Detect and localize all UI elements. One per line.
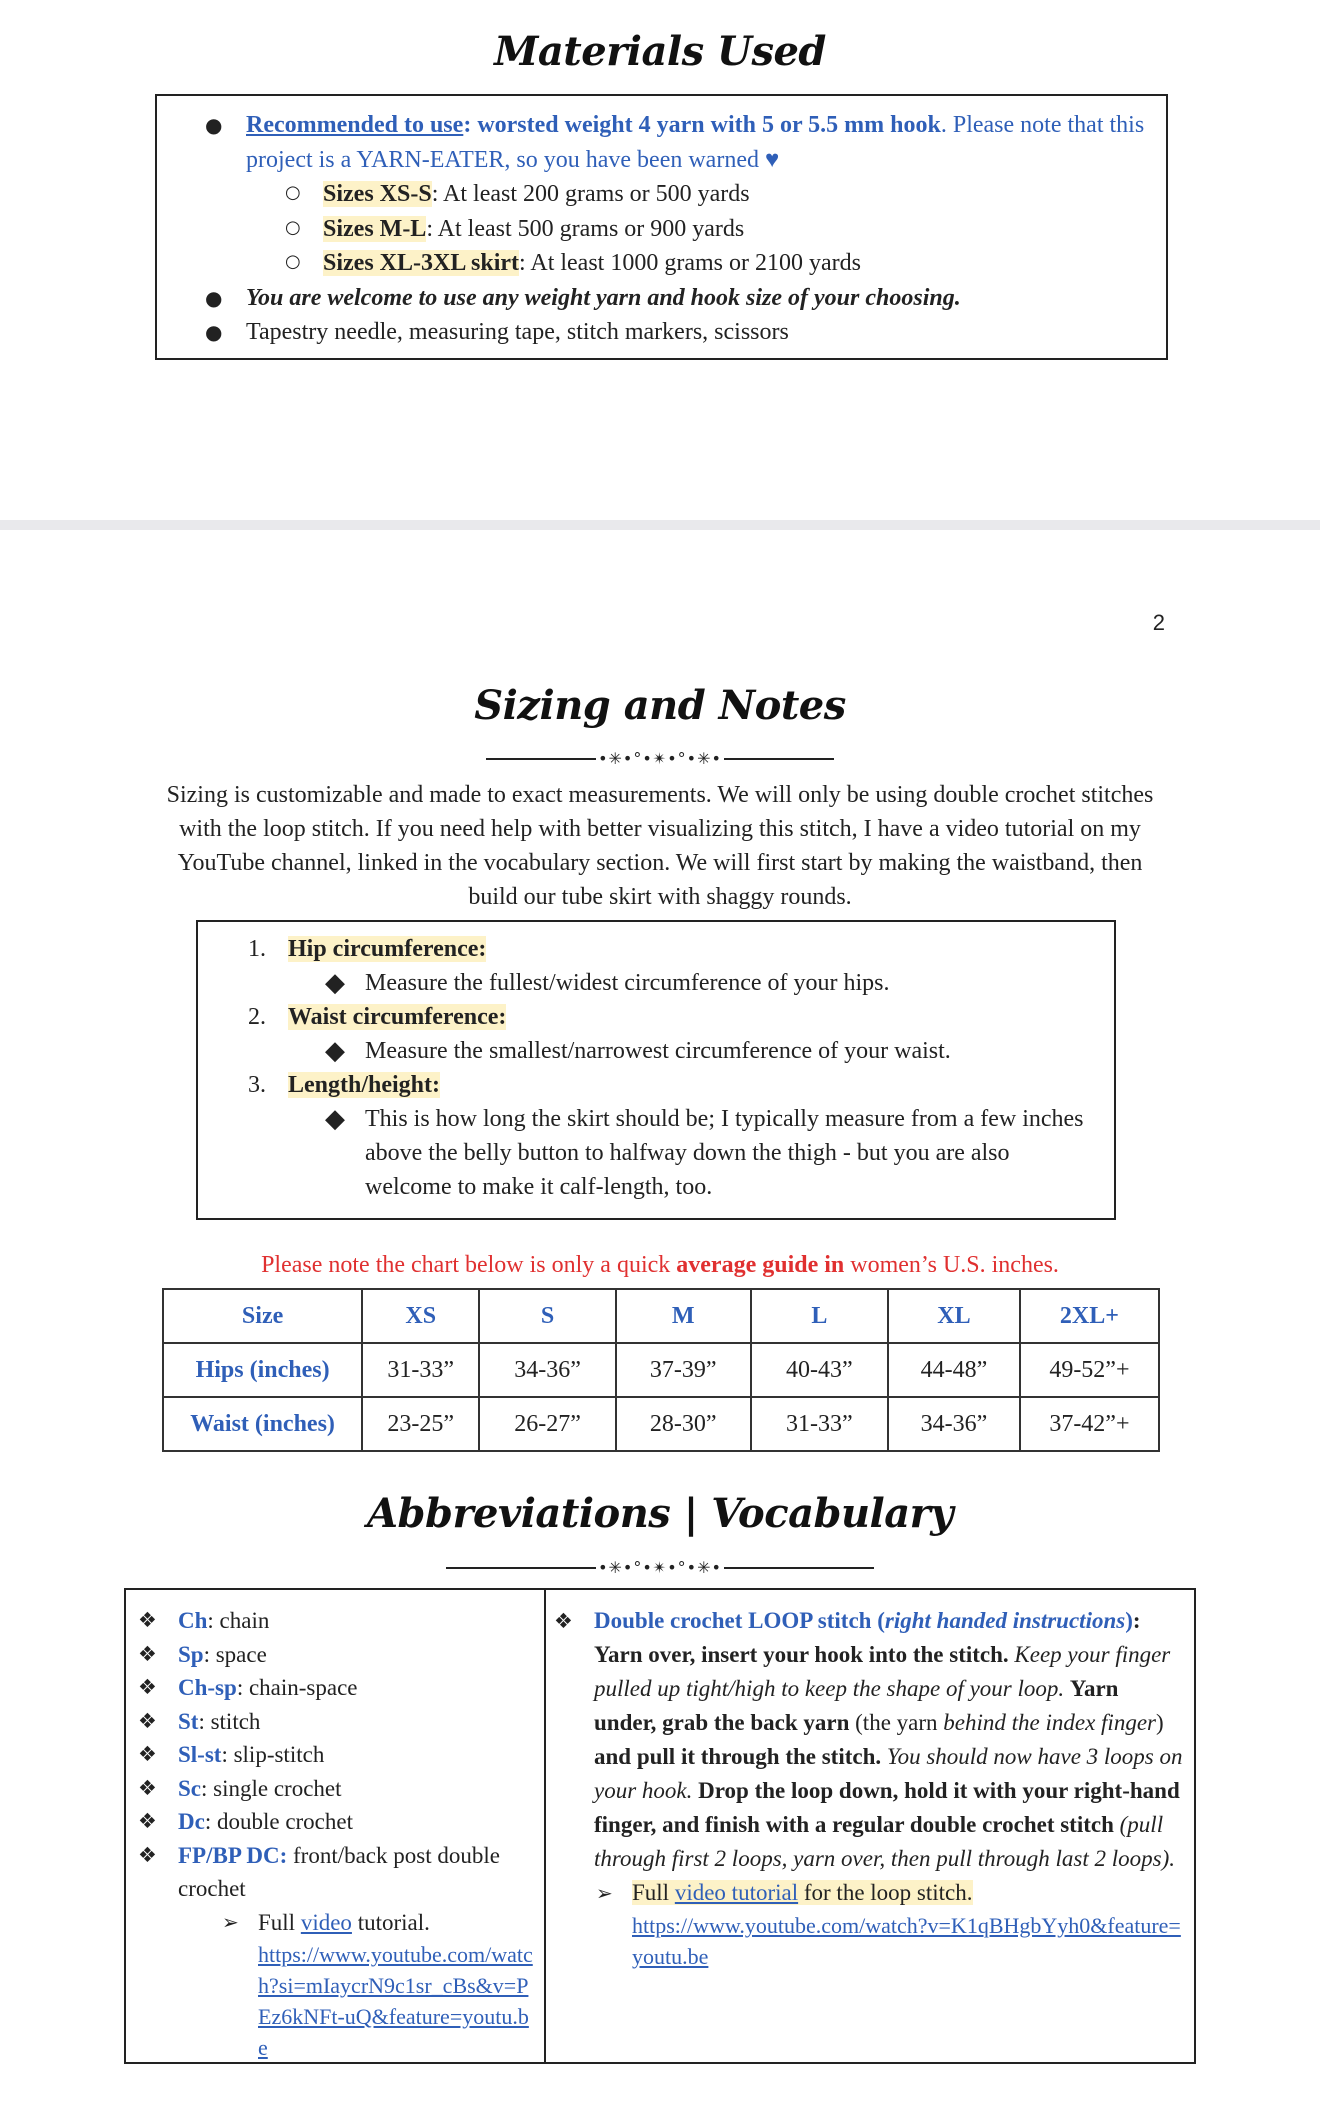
table-cell: 26-27” [479, 1397, 616, 1451]
table-cell: 34-36” [888, 1397, 1020, 1451]
table-row [163, 1397, 1159, 1451]
fpbp-video-link[interactable]: video [300, 1909, 352, 1935]
abbreviation-item: ❖ Ch: chain [138, 1604, 538, 1638]
diamond-icon: ◆ [325, 968, 345, 998]
recommend-note: . Please note that this project is a YARN-EATER, so you have been warned ♥ [246, 112, 1145, 173]
materials-box [155, 94, 1168, 360]
measurement-instruction: ◆ Measure the smallest/narrowest circumference of your waist. [325, 1036, 951, 1066]
abbreviation-item: ❖ Sl-st: slip-stitch [138, 1738, 538, 1772]
loop-video-item: ➢ Full video tutorial for the loop stitch. https://www.youtube.com/watch?v=K1qBHgbYyh0&feature=youtu.be [554, 1876, 1184, 1972]
recommend-label: Recommended to use [246, 112, 464, 138]
list-item-tools: ● Tapestry needle, measuring tape, stitch markers, scissors [157, 315, 1146, 350]
diamond-bullet-icon: ❖ [138, 1675, 157, 1699]
fpbp-video-item: ➢ Full video tutorial. https://www.youtube.com/watch?si=mIaycrN9c1sr_cBs&v=PEz6kNFt-uQ&feature=youtu.be [138, 1906, 538, 2064]
measurement-instruction: ◆ Measure the fullest/widest circumference of your hips. [325, 968, 890, 998]
list-item-any-weight: ● You are welcome to use any weight yarn and hook size of your choosing. [157, 281, 1146, 316]
loop-instruction-text: Keep your finger pulled up tight/high to keep the shape of your loop. [594, 1642, 1171, 1701]
arrow-icon: ➢ [222, 1909, 239, 1934]
table-header-cell: XS [362, 1289, 479, 1343]
loop-instruction-text: and pull it through the stitch. [594, 1744, 887, 1769]
ornament-divider: •✳•°•✴•°•✳• [0, 1557, 1320, 1577]
circle-bullet-icon: ○ [285, 216, 301, 238]
table-header-cell: 2XL+ [1020, 1289, 1159, 1343]
diamond-bullet-icon: ❖ [554, 1609, 573, 1633]
sizing-intro: Sizing is customizable and made to exact measurements. We will only be using double crochet stitches with the loop stitch. If you need help with better visualizing this stitch, I have a video tutorial on my YouTube channel, linked in the vocabulary section. We will first start by making the waistband, then build our tube skirt with shaggy rounds. [166, 782, 1154, 910]
diamond-icon: ◆ [325, 1104, 345, 1134]
diamond-bullet-icon: ❖ [138, 1742, 157, 1766]
loop-instruction-text: You should now have 3 loops on your hook. [594, 1744, 1183, 1803]
size-requirement-item: ○ Sizes M-L: At least 500 grams or 900 yards [157, 212, 1146, 247]
loop-instruction-text: Yarn under, grab the back yarn [594, 1676, 1119, 1735]
bullet-icon: ● [205, 285, 223, 310]
loop-instruction-text: Drop the loop down, hold it with your right-hand finger, and finish with a regular double crochet stitch [594, 1778, 1180, 1837]
page-number: 2 [1152, 610, 1165, 635]
table-cell: 28-30” [616, 1397, 751, 1451]
loop-stitch-section: ❖ Double crochet LOOP stitch (right handed instructions): Yarn over, insert your hook into the stitch. Keep your finger pulled up tight/high to keep the shape of your loop. Yarn under, grab the back yarn (the yarn behind the index finger) and pull it through the stitch. You should now have 3 loops on your hook. Drop the loop down, hold it with your right-hand finger, and finish with a regular double crochet stitch (pull through first 2 loops, yarn over, then pull through last 2 loops). ➢ Full video tutorial for the loop stitch. https://www.youtube.com/watch?v=K1qBHgbYyh0&feature=youtu.be [554, 1604, 1184, 1972]
abbreviation-item: ❖ Sc: single crochet [138, 1772, 538, 1806]
loop-instruction-text: ) [1155, 1710, 1164, 1735]
size-requirement-item: ○ Sizes XS-S: At least 200 grams or 500 yards [157, 177, 1146, 212]
chart-note: Please note the chart below is only a quick average guide in women’s U.S. inches. [261, 1252, 1059, 1278]
circle-bullet-icon: ○ [285, 182, 301, 203]
table-cell: 37-42”+ [1020, 1397, 1159, 1451]
materials-title: Materials Used [494, 28, 826, 75]
table-header-cell: Size [163, 1289, 362, 1343]
loop-url-link[interactable]: https://www.youtube.com/watch?v=K1qBHgbYyh0&feature=youtu.be [632, 1913, 1181, 1969]
table-cell: 31-33” [362, 1343, 479, 1397]
measurement-item: 1. Hip circumference: [248, 936, 487, 962]
table-cell: Hips (inches) [163, 1343, 362, 1397]
measurement-item: 3. Length/height: [248, 1072, 441, 1098]
loop-instruction-text: : Yarn over, insert your hook into the stitch. [594, 1608, 1141, 1667]
page-separator [0, 520, 1320, 530]
diamond-icon: ◆ [325, 1036, 345, 1066]
circle-bullet-icon: ○ [285, 251, 301, 272]
table-header-row [163, 1289, 1159, 1343]
loop-video-link[interactable]: video tutorial [674, 1880, 799, 1905]
diamond-bullet-icon: ❖ [138, 1809, 157, 1833]
table-cell: 34-36” [479, 1343, 616, 1397]
table-cell: Waist (inches) [163, 1397, 362, 1451]
page-materials [0, 0, 1320, 520]
abbreviation-item: ❖ St: stitch [138, 1705, 538, 1739]
list-item-recommended: ● Recommended to use: worsted weight 4 yarn with 5 or 5.5 mm hook. Please note that this project is a YARN-EATER, so you have been warned ♥ [157, 108, 1146, 177]
abbreviation-item: ❖ Dc: double crochet [138, 1805, 538, 1839]
abbreviation-list [138, 1604, 538, 2063]
table-cell: 49-52”+ [1020, 1343, 1159, 1397]
arrow-icon: ➢ [596, 1881, 613, 1905]
table-header-cell: S [479, 1289, 616, 1343]
bullet-icon: ● [205, 320, 223, 344]
loop-instruction-text: (the yarn [849, 1710, 944, 1735]
abbreviation-item: ❖ Sp: space [138, 1638, 538, 1672]
sizing-title: Sizing and Notes [474, 682, 846, 729]
table-header-cell: L [751, 1289, 889, 1343]
measurement-item: 2. Waist circumference: [248, 1004, 507, 1030]
size-requirement-item: ○ Sizes XL-3XL skirt: At least 1000 grams or 2100 yards [157, 246, 1146, 281]
measurement-instruction: ◆ This is how long the skirt should be; I typically measure from a few inches above the belly button to halfway down the thigh - but you are also welcome to make it calf-length, too. [325, 1104, 1084, 1200]
table-row [163, 1343, 1159, 1397]
table-cell: 37-39” [616, 1343, 751, 1397]
table-cell: 31-33” [751, 1397, 889, 1451]
table-header-cell: M [616, 1289, 751, 1343]
page-sizing [0, 530, 1320, 2117]
diamond-bullet-icon: ❖ [138, 1608, 157, 1632]
diamond-bullet-icon: ❖ [138, 1708, 157, 1733]
abbreviations-title: Abbreviations | Vocabulary [366, 1490, 953, 1537]
table-header-cell: XL [888, 1289, 1020, 1343]
abbreviation-item: ❖ Ch-sp: chain-space [138, 1671, 538, 1705]
ornament-divider: •✳•°•✴•°•✳• [0, 748, 1320, 768]
table-cell: 23-25” [362, 1397, 479, 1451]
vocabulary-box [124, 1588, 1196, 2064]
recommend-yarn: worsted weight 4 yarn with 5 or 5.5 mm hook [477, 112, 941, 138]
loop-instruction-text: behind the index finger [943, 1710, 1156, 1735]
abbreviation-item: ❖ FP/BP DC: front/back post double crochet [138, 1839, 538, 1906]
table-cell: 44-48” [888, 1343, 1020, 1397]
measurements-box [196, 920, 1116, 1220]
fpbp-url-link[interactable]: https://www.youtube.com/watch?si=mIaycrN9c1sr_cBs&v=PEz6kNFt-uQ&feature=youtu.be [258, 1942, 533, 2060]
diamond-bullet-icon: ❖ [138, 1641, 157, 1666]
diamond-bullet-icon: ❖ [138, 1842, 157, 1867]
size-table [162, 1288, 1160, 1452]
diamond-bullet-icon: ❖ [138, 1775, 157, 1800]
loop-instruction-text: (pull through first 2 loops, yarn over, then pull through last 2 loops). [594, 1812, 1175, 1871]
bullet-icon: ● [205, 113, 223, 137]
table-cell: 40-43” [751, 1343, 889, 1397]
